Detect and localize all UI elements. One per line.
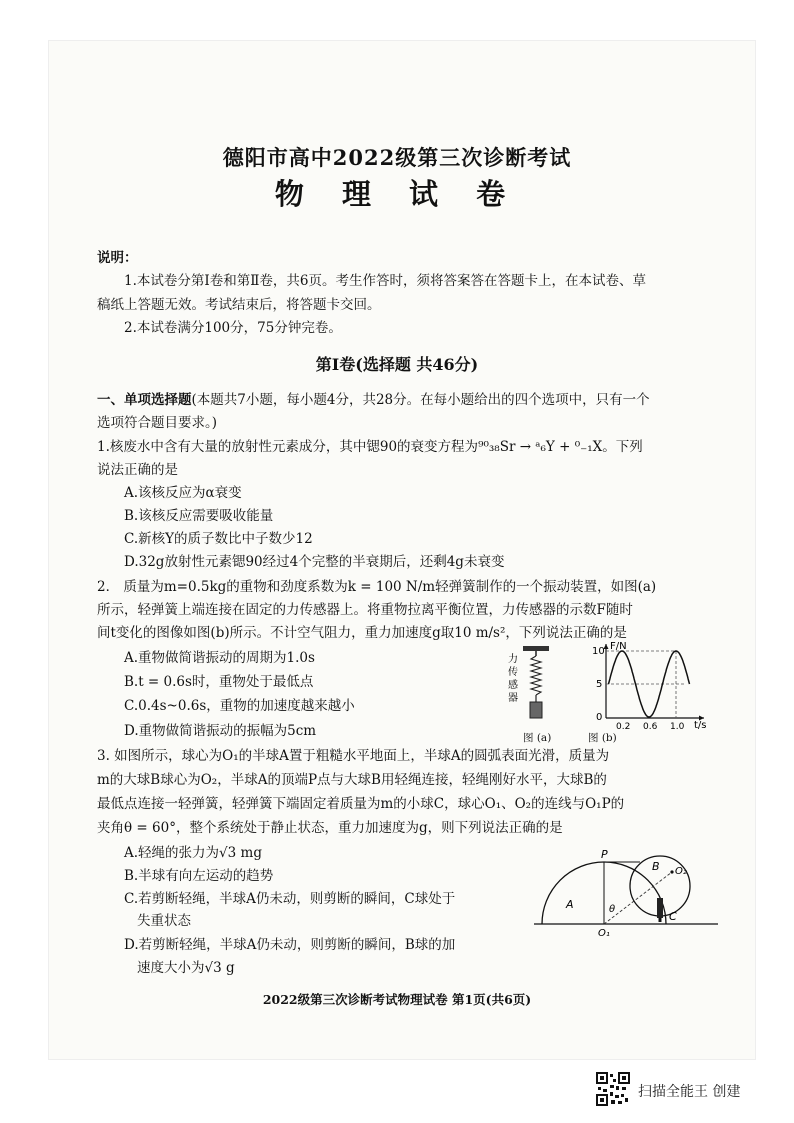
- q2-line1: 2． 质量为m=0.5kg的重物和劲度系数为k = 100 N/m轻弹簧制作的一个振动装置，如图(a): [97, 579, 657, 595]
- qr-code-icon: [596, 1072, 630, 1106]
- fig-a-caption: 图 (a): [523, 732, 552, 744]
- q1-option-b[interactable]: B.该核反应需要吸收能量: [124, 508, 274, 524]
- q1-equation: ⁹⁰₃₈Sr → ᵃ₆Y + ⁰₋₁X。: [478, 439, 616, 455]
- sensor-label-1: 力: [508, 654, 518, 665]
- sensor-label-3: 感: [508, 680, 518, 691]
- q1-stem2: 说法正确的是: [97, 462, 178, 478]
- q1-option-d[interactable]: D.32g放射性元素锶90经过4个完整的半衰期后，还剩4g未衰变: [124, 554, 505, 570]
- q3-line2: m的大球B球心为O₂，半球A的顶端P点与大球B用轻绳连接，轻绳刚好水平，大球B的: [97, 772, 607, 788]
- spring: [531, 656, 541, 695]
- q2-option-c[interactable]: C.0.4s~0.6s，重物的加速度越来越小: [124, 698, 355, 714]
- q2-figure-b: [586, 640, 716, 730]
- page-footer: 2022级第三次诊断考试物理试卷 第1页(共6页): [262, 992, 532, 1007]
- label-o1: O₁: [598, 928, 610, 938]
- y-tick-5: 5: [596, 679, 603, 690]
- q3-option-c-cont: 失重状态: [137, 913, 191, 929]
- q2-option-a[interactable]: A.重物做简谐振动的周期为1.0s: [124, 650, 315, 666]
- label-b: B: [652, 860, 660, 873]
- part-desc: (本题共7小题，每小题4分，共28分。在每小题给出的四个选项中，只有一个: [191, 392, 650, 408]
- q1-stem: [97, 437, 643, 457]
- ceiling-mount: [523, 646, 549, 651]
- q1-option-c[interactable]: C.新核Y的质子数比中子数少12: [124, 531, 313, 547]
- y-label: F/N: [610, 641, 627, 652]
- label-theta: θ: [609, 904, 616, 915]
- sensor-label-4: 器: [508, 693, 518, 704]
- q3-option-a[interactable]: A.轻绳的张力为√3 mg: [124, 845, 262, 861]
- part-label: 一、单项选择题: [97, 392, 192, 408]
- q3-option-c[interactable]: C.若剪断轻绳，半球A仍未动，则剪断的瞬间，C球处于: [124, 891, 456, 907]
- notes-line1b: 稿纸上答题无效。考试结束后，将答题卡交回。: [97, 297, 381, 313]
- q2-option-d[interactable]: D.重物做简谐振动的振幅为5cm: [124, 723, 317, 739]
- label-o2: O₂: [675, 866, 687, 877]
- part-desc-cont: 选项符合题目要求。): [97, 415, 218, 431]
- q3-option-d-cont: 速度大小为√3 g: [137, 960, 235, 976]
- ball-c: [657, 898, 663, 918]
- q3-line4: 夹角θ = 60°，整个系统处于静止状态，重力加速度为g，则下列说法正确的是: [97, 820, 563, 836]
- q3-line3: 最低点连接一轻弹簧，轻弹簧下端固定着质量为m的小球C，球心O₁、O₂的连线与O₁P的: [97, 796, 625, 812]
- weight-block: [530, 702, 542, 718]
- scanner-brand-text: 扫描全能王 创建: [638, 1084, 741, 1100]
- q3-figure: [532, 838, 722, 938]
- notes-line1: 1.本试卷分第Ⅰ卷和第Ⅱ卷，共6页。考生作答时，须将答案答在答题卡上，在本试卷、草: [124, 273, 646, 289]
- exam-title: 德阳市高中2022级第三次诊断考试: [222, 145, 572, 170]
- y-tick-0: 0: [596, 712, 603, 723]
- x-tick-1-0: 1.0: [670, 722, 685, 730]
- q2-line2: 所示，轻弹簧上端连接在固定的力传感器上。将重物拉离平衡位置，力传感器的示数F随时: [97, 602, 633, 618]
- q2-option-b[interactable]: B.t = 0.6s时，重物处于最低点: [124, 674, 314, 690]
- x-label: t/s: [694, 720, 707, 730]
- notes-line2: 2.本试卷满分100分，75分钟完卷。: [124, 320, 342, 336]
- label-c: C: [669, 910, 677, 923]
- q3-option-d[interactable]: D.若剪断轻绳，半球A仍未动，则剪断的瞬间，B球的加: [124, 937, 456, 953]
- x-tick-0-2: 0.2: [616, 722, 631, 730]
- q1-stem-b: 下列: [615, 439, 643, 455]
- x-tick-0-6: 0.6: [643, 722, 658, 730]
- section-title: 第Ⅰ卷(选择题 共46分): [315, 355, 479, 374]
- q2-figure-a: [505, 642, 565, 742]
- y-tick-10: 10: [592, 646, 605, 657]
- q1-option-a[interactable]: A.该核反应为α衰变: [124, 485, 242, 501]
- sensor-label-2: 传: [508, 667, 518, 678]
- q3-option-b[interactable]: B.半球有向左运动的趋势: [124, 868, 274, 884]
- label-a: A: [566, 898, 574, 911]
- q3-line1: 3. 如图所示，球心为O₁的半球A置于粗糙水平地面上，半球A的圆弧表面光滑，质量为: [97, 748, 610, 764]
- notes-heading: 说明：: [97, 250, 138, 266]
- subject-title: 物 理 试 卷: [274, 177, 520, 211]
- fig-b-caption: 图 (b): [588, 732, 617, 744]
- q1-stem-a: 1.核废水中含有大量的放射性元素成分，其中锶90的衰变方程为: [97, 439, 479, 455]
- label-p: P: [601, 848, 608, 861]
- q2-line3: 间t变化的图像如图(b)所示。不计空气阻力，重力加速度g取10 m/s²，下列说法正确的是: [97, 625, 627, 641]
